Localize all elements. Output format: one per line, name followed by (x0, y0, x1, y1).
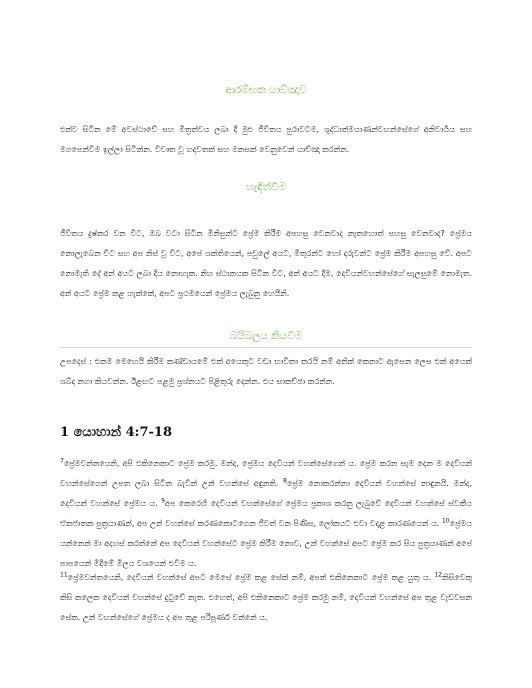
scripture-paragraph-2 (60, 568, 472, 628)
scripture-reference: 1 යොහාන් 4:7-18 (60, 425, 173, 440)
verse-number: 11 (60, 571, 68, 579)
verse-text: ප්‍රේම නොකරන්නා දෙවියන් වහන්සේ නාඳුනයි. මන්ද, දෙවියන් වහන්සේ ප්‍රේමය ය. (60, 479, 472, 508)
verse-text: ප්‍රේමවන්තයෙනි, අපි එකිනෙකාට ප්‍රේම කරමු. මන්ද, ප්‍රේමය දෙවියන් වහන්සේගෙන් ය. ප්‍රේම කරන සැම දෙන ම දෙවියන් වහන්සේගෙන් උපත ලබා සිටින බැවින් උන් වහන්සේ අඳුනති. (60, 459, 472, 488)
section-heading-bible-reading: බයිබලය කියවීම (229, 330, 303, 342)
verse-text: කිසිවෙකු කිසි කලෙක දෙවියන් වහන්සේ දුටුවේ නැත. එහෙත්, අපි එකිනෙකාට ප්‍රේම කරමු නම්, දෙවියන් වහන්සේ අප තුළ වැඩවසන සේක. උන් වහන්සේගේ ප්‍රේමය ද අප තුළ පරිපූර්ණ වන්නේ ය. (60, 573, 472, 622)
verse-text: ප්‍රේමය යන්නෙන් මා අදහස් කරන්නේ අප දෙවියන් වහන්සේට ප්‍රේම කිරීම නොව, උන් වහන්සේ අපට ප්‍රේම කර සිය පුත්‍රයාණන් අපේ පාපයෙන් මිදීමේ මිලය වශයෙන් එවීම ය. (60, 519, 472, 568)
section-heading-opening-prayer: ආරම්භක යාච්ඤාව (225, 84, 307, 96)
verse-number: 10 (441, 517, 450, 525)
bible-reading-instructions: උපදෙස් : එකම මෙහෙයි කිරීම කණ්ඩායමේ එක් අයෙකුට වඩා භාවිතා කරයි නම් අනික් කෙනාට ඇසෙන ලෙස එක් අයෙක් ශබ්ද නගා කියවන්න. ඊළඟට පළමු ප්‍රශ්නයට පිළිතුරු දෙන්න. එය සාකච්ඡා කරන්න. (60, 347, 472, 392)
verse-number: 12 (434, 571, 443, 579)
verse-number: 9 (161, 497, 165, 505)
introduction-paragraph: ජීවිතය දුෂ්කර වන විට, ඔබ වටා සිටින මිනිසුන්ට ප්‍රේම කිරීම අපහසු වෙනවාද නැතහොත් පහසු වෙනවාද? ප්‍රේමය නොලැබෙන විට සහ අප නිස් වූ විට, අපේ ශක්තියෙන්, පවුලේ අයට, මිතුරන්ට හෝ දරුවන්ට ප්‍රේම කිරීම අපහසු වේ. අපට නොමැති දේ අන් අයට ලබා දිය නොහැක. නිහ ස්ථානයක සිටින විට, අන් අයට දීම, දෙවියන්වහන්සේගේ සැලසුමේ නොමැත. අන් අයට ප්‍රේම කළ හැක්කේ, අපට ප්‍රථමයෙන් ප්‍රේමය ලැබුනු හෙයිනි. (60, 229, 472, 298)
verse-text: අප කෙරෙහි දෙවියන් වහන්සේගේ ප්‍රේමය ප්‍රකාශ කරනු ලැබුවේ දෙවියන් වහන්සේ ස්වකීය ඒකජාතක පුත්‍රයාණන්, අප උන් වහන්සේ කරණකොටගෙන ජීවත් වන පිණිස, ලෝකයට එවා වදාළ කාරණයෙන් ය. (60, 499, 472, 528)
scripture-paragraph-1 (60, 454, 472, 574)
verse-number: 8 (283, 477, 287, 485)
verse-text: ප්‍රේමවන්තයෙනි, දෙවියන් වහන්සේ අපට මෙසේ ප්‍රේම කළ සේක් නම්, අපත් එකිනෙකාට ප්‍රේම කළ යුතු ය. (67, 573, 435, 582)
verse-number: 7 (60, 457, 64, 465)
section-heading-introduction: හැඳින්වීම (245, 181, 287, 193)
opening-prayer-paragraph: එක්ව සිටින මේ අවස්ථාවේ සහ මිත්‍රත්වය ලබා දී මුළු ජීවිතය පුරාවටම, ශුද්ධාත්මයාණන්වහන්සේගේ අනිවාර්‍යය සහ මගපෙන්වීම ඉල්ලා සිටින්න. විවෘත වූ හදවතක් සහ මනසක් වෙනුවෙන් යාච්ඤා කරන්න. (60, 125, 472, 154)
